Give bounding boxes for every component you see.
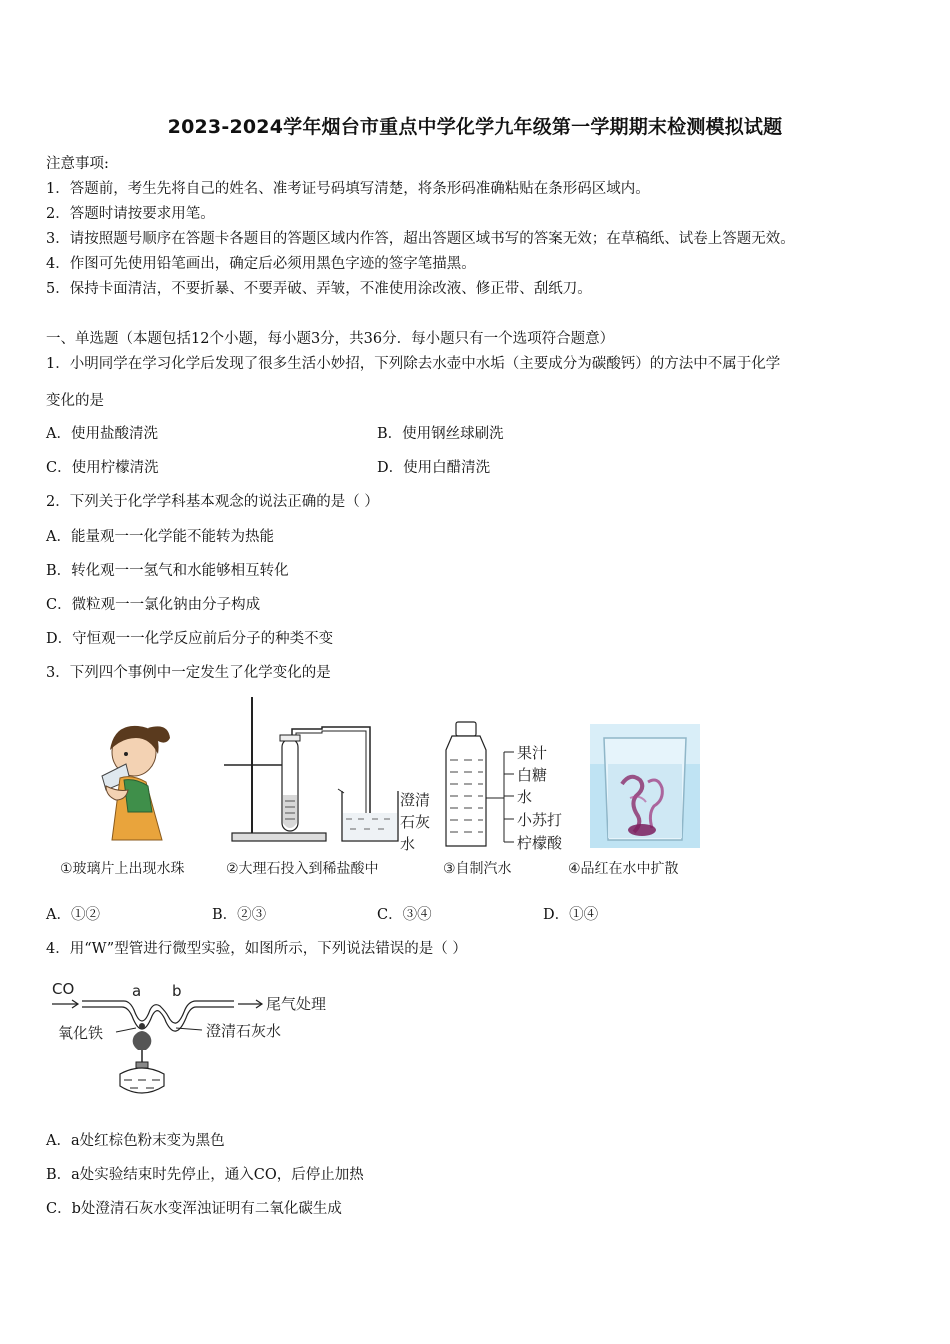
water-label: 水 — [517, 788, 533, 806]
point-b-label: b — [172, 982, 182, 1000]
notice-item: 1．答题前，考生先将自己的姓名、准考证号码填写清楚，将条形码准确粘贴在条形码区域内。 — [46, 181, 650, 197]
fig3-caption: ③自制汽水 — [443, 861, 512, 877]
q1-option-c[interactable]: C．使用柠檬清洗 — [46, 460, 159, 476]
tail-gas-label: 尾气处理 — [266, 995, 327, 1013]
citric-acid-label: 柠檬酸 — [517, 834, 563, 852]
q2-stem: 2．下列关于化学学科基本观念的说法正确的是（ ） — [46, 494, 379, 510]
limewater-label-2: 石灰 — [400, 813, 431, 831]
notice-item: 4．作图可先使用铅笔画出，确定后必须用黑色字迹的签字笔描黑。 — [46, 256, 476, 272]
q3-stem: 3．下列四个事例中一定发生了化学变化的是 — [46, 665, 331, 681]
notice-item: 3．请按照题号顺序在答题卡各题目的答题区域内作答，超出答题区域书写的答案无效；在草稿纸、试卷上答题无效。 — [46, 231, 795, 247]
fig4-caption: ④品红在水中扩散 — [568, 861, 679, 877]
q4-stem: 4．用“W”型管进行微型实验，如图所示，下列说法错误的是（ ） — [46, 941, 467, 957]
sugar-label: 白糖 — [517, 766, 548, 784]
q1-stem-line2: 变化的是 — [46, 393, 104, 409]
q1-option-b[interactable]: B．使用钢丝球刷洗 — [377, 426, 504, 442]
limewater-label-3: 水 — [400, 835, 416, 853]
q3-option-b[interactable]: B．②③ — [212, 907, 267, 923]
q4-option-b[interactable]: B．a处实验结束时先停止，通入CO，后停止加热 — [46, 1167, 364, 1183]
point-a-label: a — [132, 982, 142, 1000]
q1-stem-line1: 1．小明同学在学习化学后发现了很多生活小妙招，下列除去水壶中水垢（主要成分为碳酸钙）的方法中不属于化学 — [46, 356, 781, 372]
iron-oxide-label: 氧化铁 — [58, 1024, 104, 1042]
fig1-caption: ①玻璃片上出现水珠 — [60, 861, 185, 877]
q3-option-a[interactable]: A．①② — [46, 907, 100, 923]
q3-option-c[interactable]: C．③④ — [377, 907, 432, 923]
girl-breathing-on-glass-figure — [96, 720, 176, 845]
fig2-caption: ②大理石投入到稀盐酸中 — [226, 861, 379, 877]
notice-item: 2．答题时请按要求用笔。 — [46, 206, 215, 222]
limewater-w-label: 澄清石灰水 — [206, 1022, 282, 1040]
w-tube-apparatus-figure — [50, 976, 350, 1106]
q3-option-d[interactable]: D．①④ — [543, 907, 599, 923]
baking-soda-label: 小苏打 — [517, 811, 563, 829]
q2-option-b[interactable]: B．转化观一一氢气和水能够相互转化 — [46, 563, 289, 579]
q2-option-a[interactable]: A．能量观一一化学能不能转为热能 — [46, 529, 274, 545]
juice-label: 果汁 — [517, 744, 548, 762]
section-heading: 一、单选题（本题包括12个小题，每小题3分，共36分．每小题只有一个选项符合题意） — [46, 331, 615, 347]
q1-option-d[interactable]: D．使用白醋清洗 — [377, 460, 491, 476]
limewater-label-1: 澄清 — [400, 791, 431, 809]
page-title: 2023-2024学年烟台市重点中学化学九年级第一学期期末检测模拟试题 — [167, 116, 783, 138]
notice-heading: 注意事项: — [46, 156, 109, 172]
marble-hcl-apparatus-figure — [222, 695, 442, 855]
q4-option-c[interactable]: C．b处澄清石灰水变浑浊证明有二氧化碳生成 — [46, 1201, 342, 1217]
q2-option-c[interactable]: C．微粒观一一氯化钠由分子构成 — [46, 597, 261, 613]
notice-item: 5．保持卡面清洁，不要折暴、不要弄破、弄皱，不准使用涂改液、修正带、刮纸刀。 — [46, 281, 592, 297]
q1-option-a[interactable]: A．使用盐酸清洗 — [46, 426, 158, 442]
dye-diffusion-photo — [590, 724, 700, 848]
co-label: CO — [52, 980, 75, 998]
q4-option-a[interactable]: A．a处红棕色粉末变为黑色 — [46, 1133, 225, 1149]
q2-option-d[interactable]: D．守恒观一一化学反应前后分子的种类不变 — [46, 631, 334, 647]
homemade-soda-figure — [438, 718, 588, 853]
